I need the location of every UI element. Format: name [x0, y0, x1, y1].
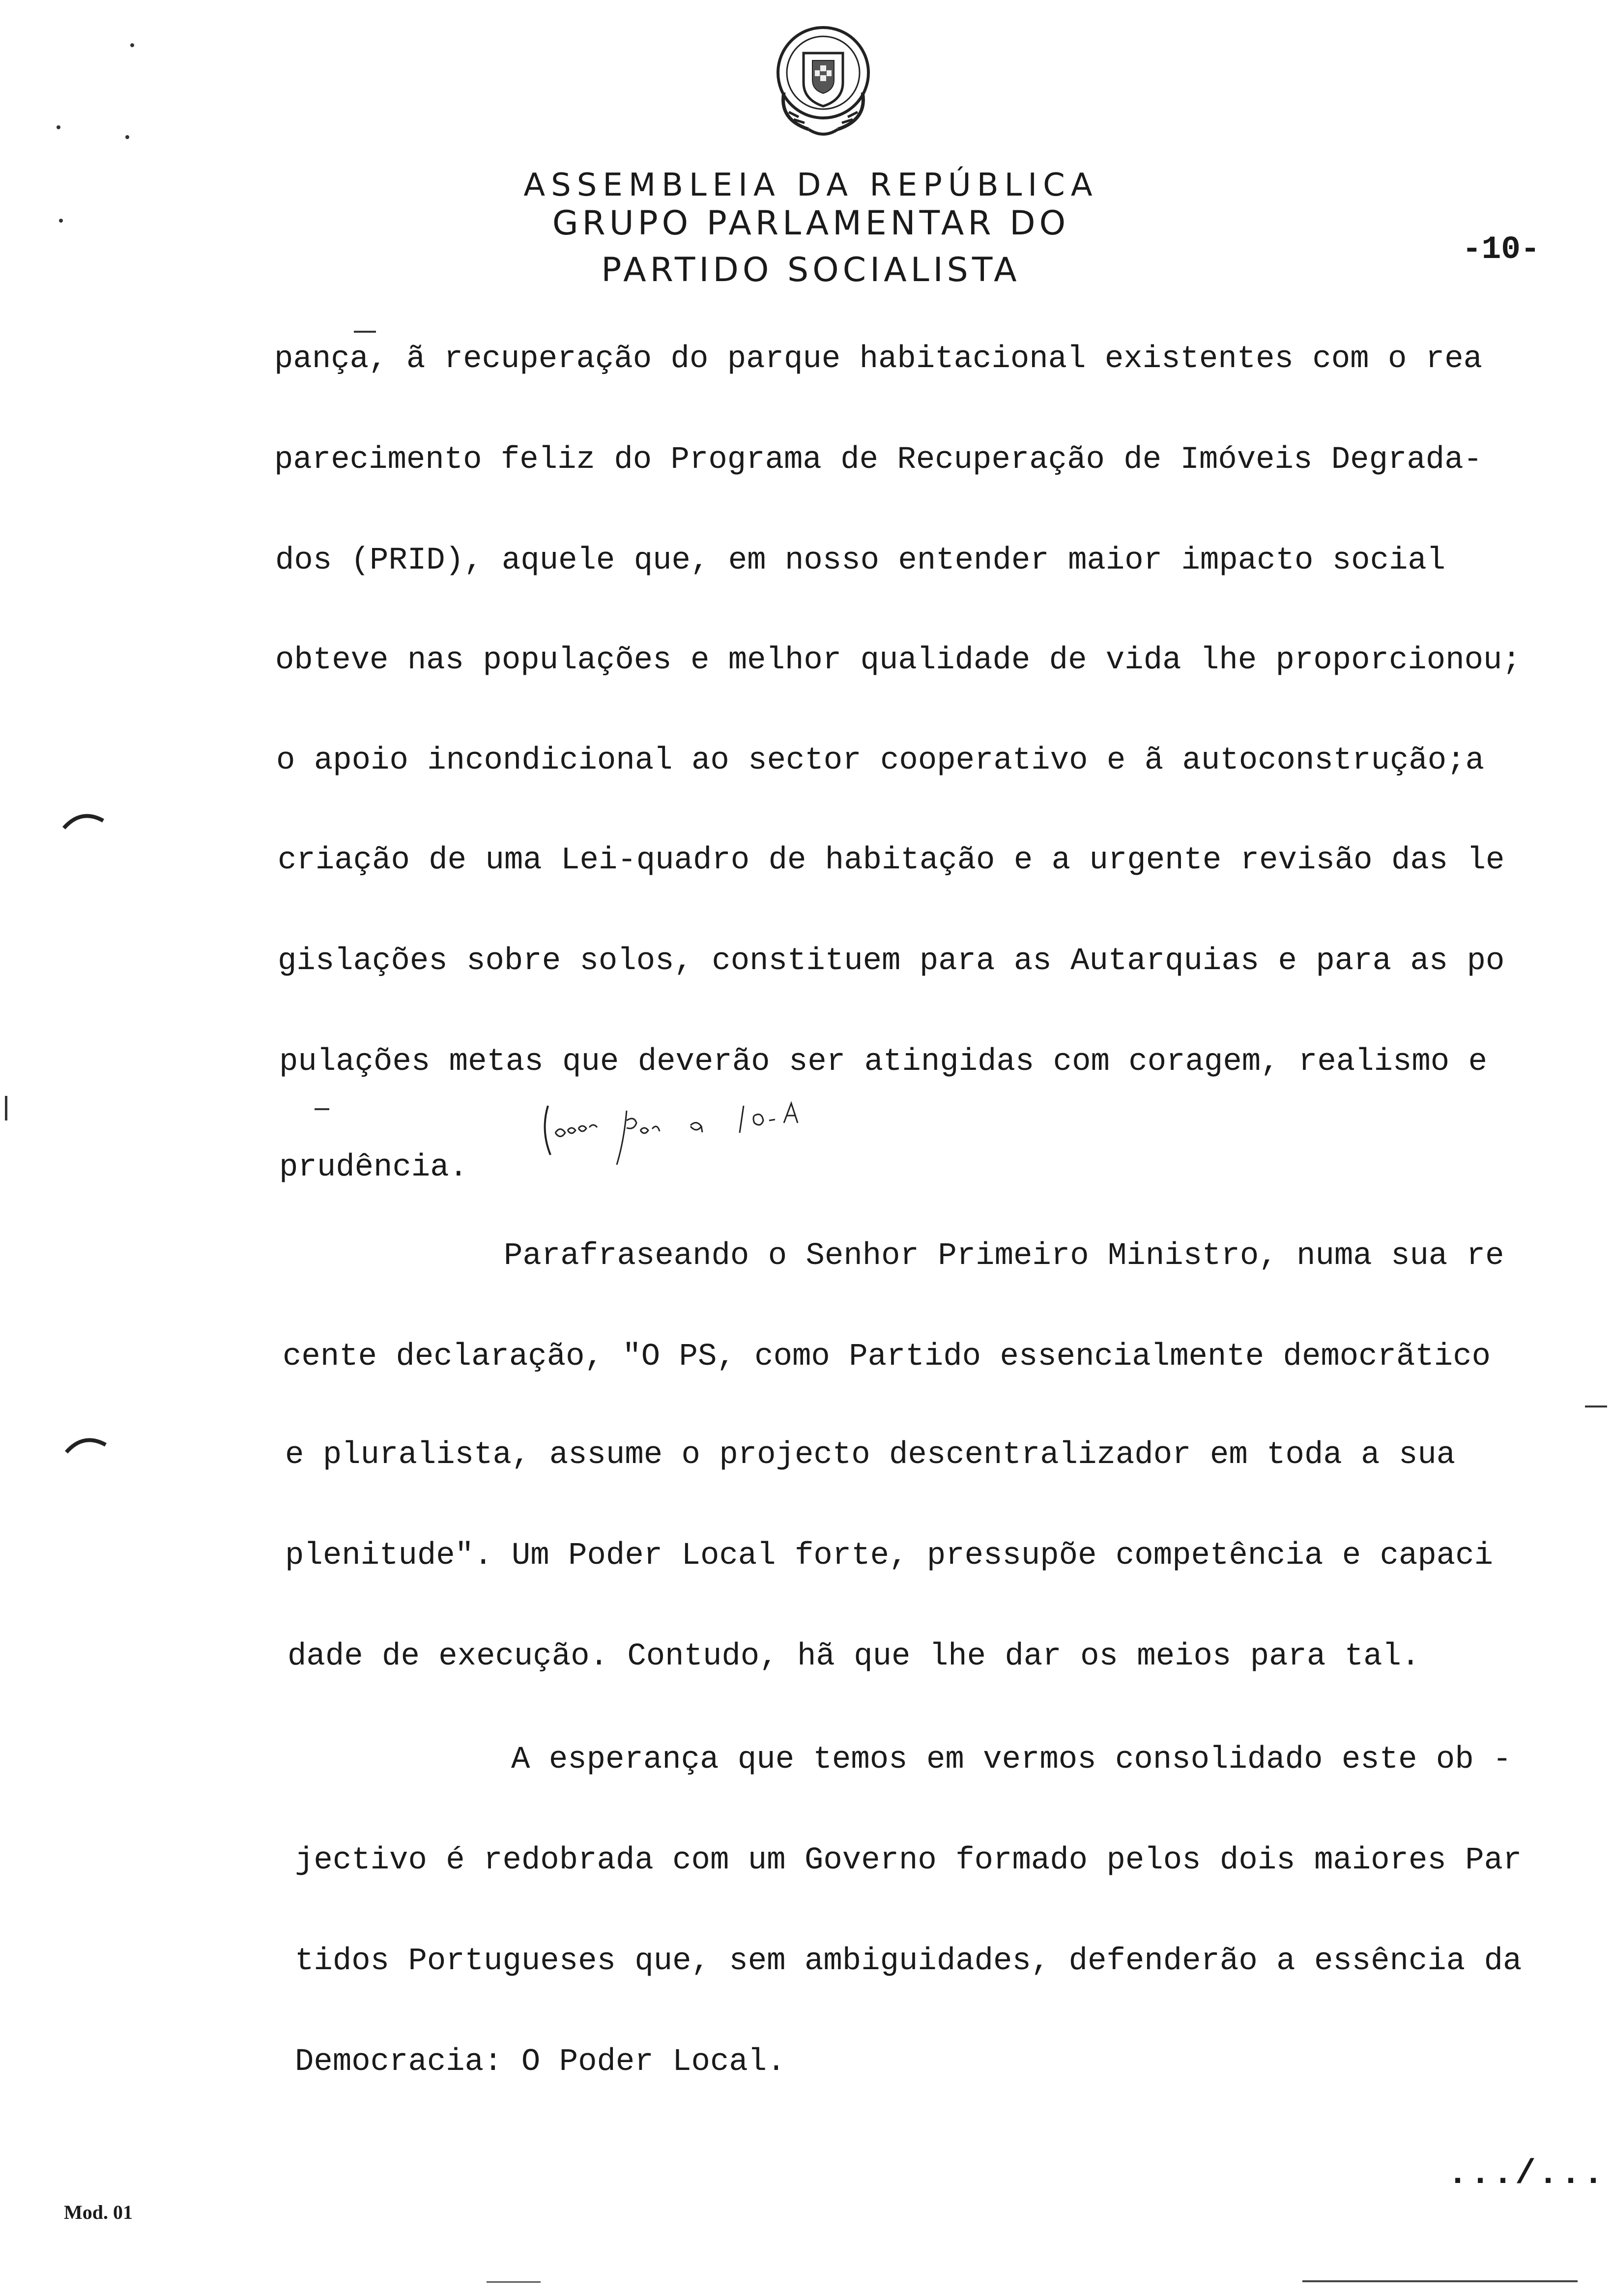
body-line: prudência. — [279, 1150, 468, 1185]
body-line: jectivo é redobrada com um Governo formado pelos dois maiores Par — [295, 1843, 1522, 1878]
scan-dash — [354, 331, 376, 333]
header-assembly: ASSEMBLEIA DA REPÚBLICA — [523, 167, 1098, 203]
scan-dash — [1585, 1406, 1607, 1407]
scan-speck — [130, 43, 134, 47]
body-line: o apoio incondicional ao sector cooperativo e ã autoconstrução;a — [276, 743, 1484, 778]
header-party: PARTIDO SOCIALISTA — [601, 251, 1021, 289]
body-line: e pluralista, assume o projecto descentralizador em toda a sua — [285, 1437, 1456, 1473]
binder-hole-mark — [59, 806, 108, 835]
scan-dash — [315, 1108, 329, 1110]
handwritten-note-icon — [538, 1096, 882, 1170]
body-line: Democracia: O Poder Local. — [295, 2044, 786, 2080]
binder-hole-mark — [61, 1430, 111, 1460]
header-parliamentary-group: GRUPO PARLAMENTAR DO — [552, 204, 1070, 243]
scan-speck — [125, 135, 129, 139]
body-line: dade de execução. Contudo, hã que lhe dar os meios para tal. — [288, 1639, 1420, 1674]
coat-of-arms-icon — [769, 19, 877, 142]
scan-edge-mark — [5, 1096, 7, 1120]
body-line: Parafraseando o Senhor Primeiro Ministro, numa sua re — [504, 1238, 1504, 1274]
page-number: -10- — [1462, 231, 1540, 268]
body-line: plenitude". Um Poder Local forte, pressupõe competência e capaci — [285, 1538, 1493, 1574]
body-line: criação de uma Lei-quadro de habitação e a urgente revisão das le — [278, 843, 1505, 878]
body-line: tidos Portugueses que, sem ambiguidades, defenderão a essência da — [295, 1944, 1522, 1979]
body-line: pulações metas que deverão ser atingidas com coragem, realismo e — [279, 1044, 1487, 1080]
body-line: gislações sobre solos, constituem para as Autarquias e para as po — [278, 944, 1505, 979]
body-line: A esperança que temos em vermos consolidado este ob - — [511, 1742, 1512, 1778]
body-line: dos (PRID), aquele que, em nosso entender maior impacto social — [275, 543, 1446, 578]
scan-speck — [57, 125, 60, 129]
scan-speck — [59, 219, 63, 223]
form-code: Mod. 01 — [64, 2201, 133, 2223]
scan-dash — [487, 2281, 541, 2283]
body-line: obteve nas populações e melhor qualidade de vida lhe proporcionou; — [275, 643, 1521, 678]
body-line: parecimento feliz do Programa de Recuperação de Imóveis Degrada- — [274, 442, 1482, 478]
body-line: pança, ã recuperação do parque habitacional existentes com o rea — [274, 342, 1482, 377]
scan-dash — [1302, 2280, 1578, 2282]
continuation-marker: .../... — [1447, 2155, 1606, 2194]
body-line: cente declaração, "O PS, como Partido essencialmente democrãtico — [283, 1339, 1491, 1375]
